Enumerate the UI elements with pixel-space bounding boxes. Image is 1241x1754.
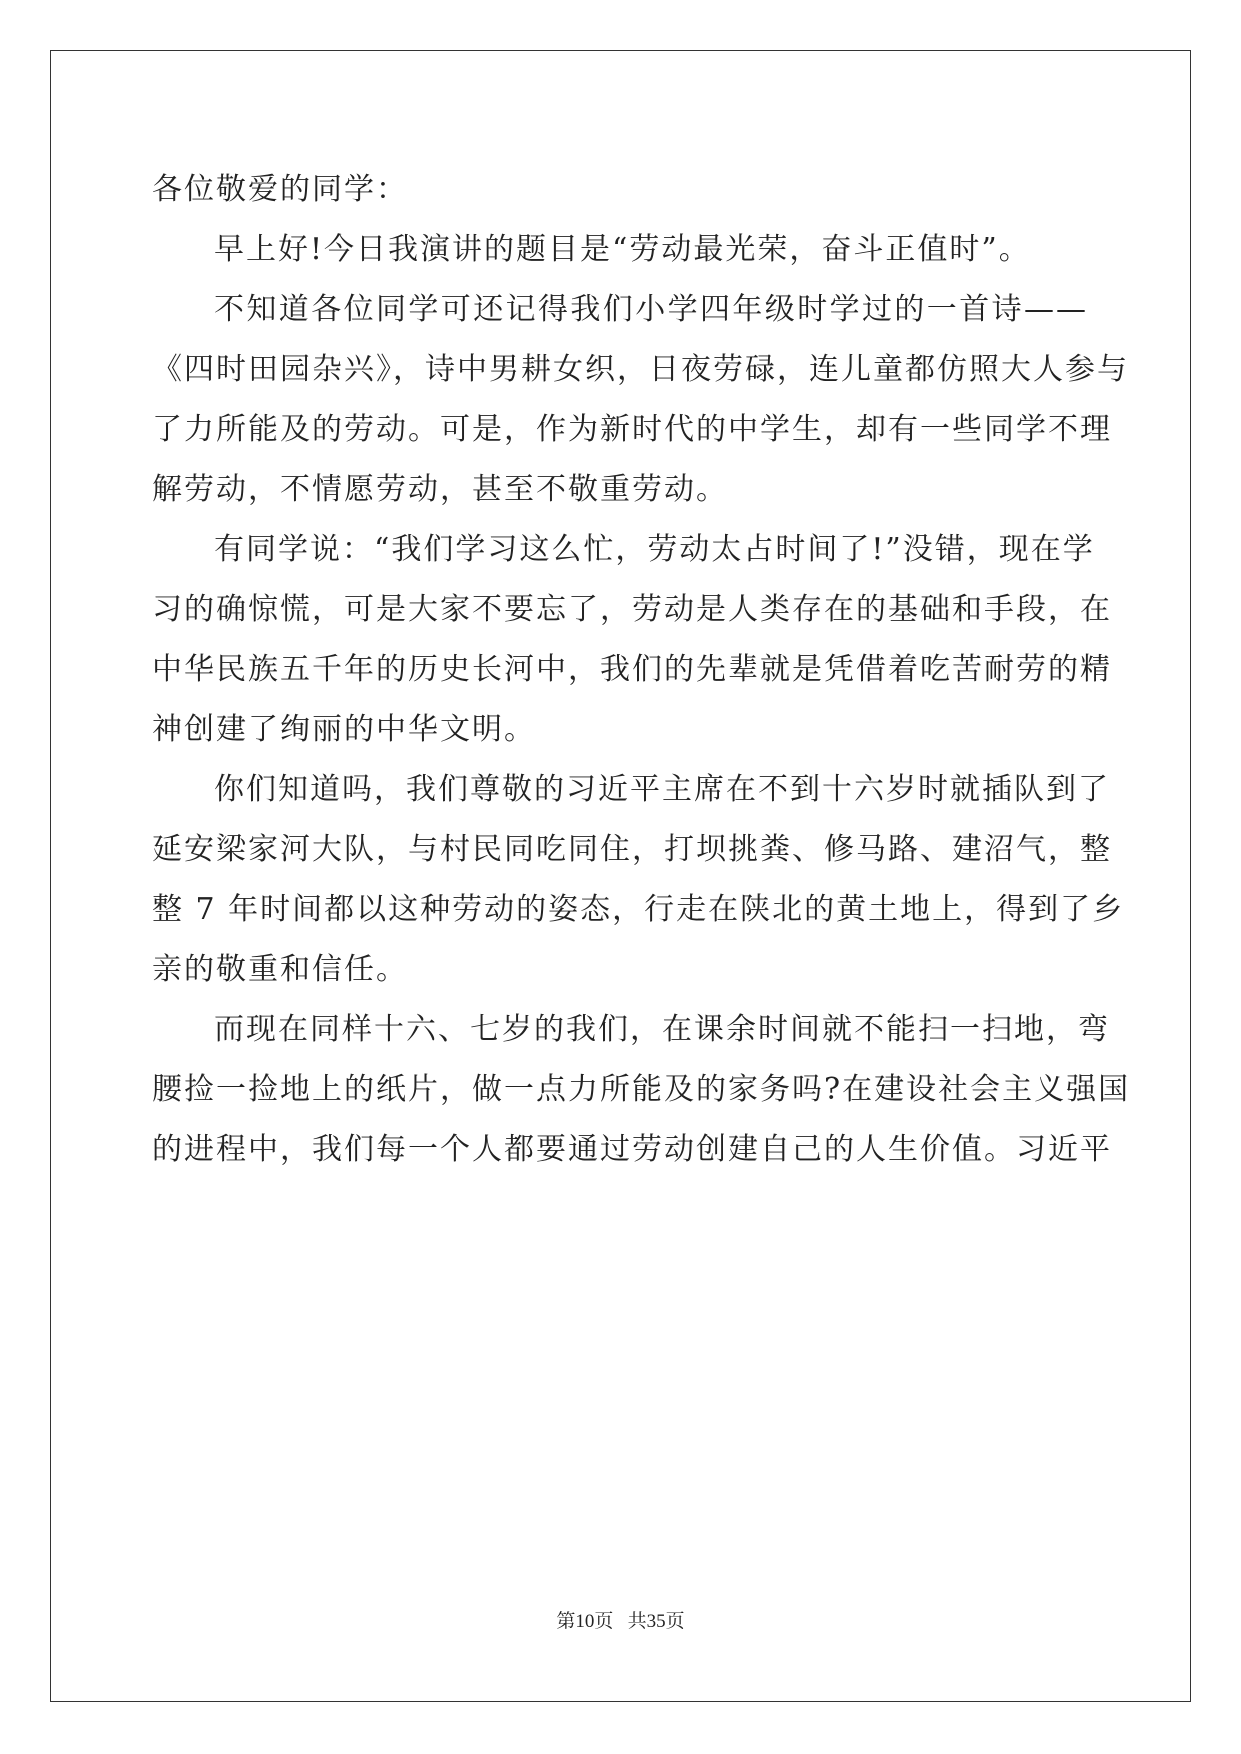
text-line: 亲的敬重和信任。	[152, 952, 408, 987]
text-line: 各位敬爱的同学：	[152, 172, 408, 207]
document-body	[152, 160, 1131, 1180]
text-line: 习的确惊慌，可是大家不要忘了，劳动是人类存在的基础和手段，在	[152, 592, 1112, 627]
text-line: 整 7 年时间都以这种劳动的姿态，行走在陕北的黄土地上，得到了乡	[152, 892, 1125, 927]
text-line: 中华民族五千年的历史长河中，我们的先辈就是凭借着吃苦耐劳的精	[152, 652, 1112, 687]
text-line: 神创建了绚丽的中华文明。	[152, 712, 536, 747]
text-line: 腰捡一捡地上的纸片，做一点力所能及的家务吗?在建设社会主义强国	[152, 1072, 1131, 1107]
page-footer	[0, 1606, 1241, 1633]
text-line: 的进程中，我们每一个人都要通过劳动创建自己的人生价值。习近平	[152, 1132, 1112, 1167]
text-line: 《四时田园杂兴》，诗中男耕女织，日夜劳碌，连儿童都仿照大人参与	[152, 352, 1129, 387]
page-total: 共35页	[627, 1611, 685, 1632]
text-line: 而现在同样十六、七岁的我们，在课余时间就不能扫一扫地，弯	[214, 1012, 1110, 1047]
page-number: 第10页	[556, 1611, 614, 1632]
text-line: 你们知道吗，我们尊敬的习近平主席在不到十六岁时就插队到了	[214, 772, 1110, 807]
text-line: 延安梁家河大队，与村民同吃同住，打坝挑粪、修马路、建沼气，整	[152, 832, 1112, 867]
text-line: 早上好!今日我演讲的题目是“劳动最光荣，奋斗正值时”。	[214, 232, 1031, 267]
text-line: 了力所能及的劳动。可是，作为新时代的中学生，却有一些同学不理	[152, 412, 1112, 447]
text-line: 不知道各位同学可还记得我们小学四年级时学过的一首诗——	[214, 292, 1088, 327]
text-line: 有同学说：“我们学习这么忙，劳动太占时间了!”没错，现在学	[214, 532, 1095, 567]
text-line: 解劳动，不情愿劳动，甚至不敬重劳动。	[152, 472, 728, 507]
